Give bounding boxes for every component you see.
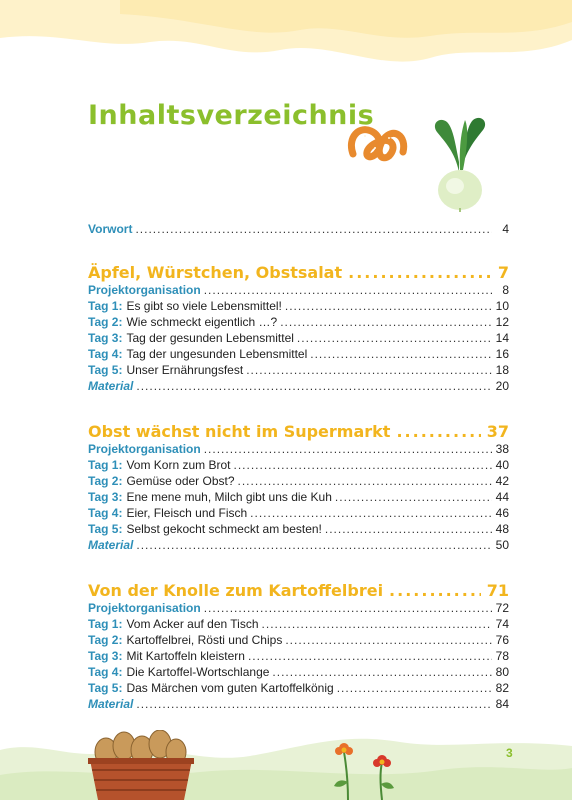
toc-leader-dots bbox=[285, 298, 492, 314]
section-page: 37 bbox=[486, 422, 509, 441]
toc-entry-label: Projektorganisation bbox=[88, 442, 201, 456]
toc-leader-dots bbox=[280, 314, 492, 330]
toc-entry[interactable] bbox=[88, 632, 509, 648]
toc-leader-dots bbox=[234, 457, 493, 473]
toc-entry-page: 18 bbox=[495, 363, 509, 377]
toc-entry[interactable] bbox=[88, 616, 509, 632]
toc-entry-label: Tag 5: bbox=[88, 363, 123, 377]
toc-entry-page: 84 bbox=[495, 697, 509, 711]
toc-leader-dots bbox=[135, 221, 492, 237]
toc-entry-text: Eier, Fleisch und Fisch bbox=[126, 506, 248, 520]
section-leader-dots bbox=[348, 263, 492, 282]
toc-entry-label: Tag 4: bbox=[88, 347, 123, 361]
toc-leader-dots bbox=[248, 648, 492, 664]
page-number: 3 bbox=[506, 746, 513, 760]
toc-entry-text: Gemüse oder Obst? bbox=[126, 474, 235, 488]
toc-entry-text: Tag der ungesunden Lebensmittel bbox=[126, 347, 308, 361]
toc-entry-text: Tag der gesunden Lebensmittel bbox=[126, 331, 294, 345]
toc-leader-dots bbox=[136, 696, 492, 712]
toc-entry-label: Vorwort bbox=[88, 222, 133, 236]
toc-leader-dots bbox=[335, 489, 492, 505]
toc-entry-label: Material bbox=[88, 538, 134, 552]
toc-entry-text: Kartoffelbrei, Rösti und Chips bbox=[126, 633, 283, 647]
toc-entry-label: Tag 2: bbox=[88, 474, 123, 488]
toc-entry-page: 44 bbox=[495, 490, 509, 504]
toc-entry-page: 4 bbox=[502, 222, 509, 236]
toc-entry-page: 20 bbox=[495, 379, 509, 393]
toc-entry-page: 48 bbox=[495, 522, 509, 536]
toc-leader-dots bbox=[204, 282, 492, 298]
toc-leader-dots bbox=[337, 680, 492, 696]
toc-entry[interactable] bbox=[88, 473, 509, 489]
toc-entry-page: 78 bbox=[495, 649, 509, 663]
toc-entry-page: 12 bbox=[495, 315, 509, 329]
toc-entry-label: Tag 5: bbox=[88, 681, 123, 695]
toc-leader-dots bbox=[262, 616, 492, 632]
flowers-icon bbox=[330, 738, 400, 800]
toc-leader-dots bbox=[204, 600, 492, 616]
toc-entry-label: Projektorganisation bbox=[88, 283, 201, 297]
toc-entry[interactable] bbox=[88, 696, 509, 712]
toc-entry-label: Tag 1: bbox=[88, 617, 123, 631]
toc-entry[interactable] bbox=[88, 298, 509, 314]
toc-entry[interactable] bbox=[88, 314, 509, 330]
toc-entry-page: 8 bbox=[502, 283, 509, 297]
toc-entry-page: 50 bbox=[495, 538, 509, 552]
toc-entry[interactable] bbox=[88, 648, 509, 664]
potato-basket-icon bbox=[84, 730, 198, 800]
toc-leader-dots bbox=[250, 505, 492, 521]
toc-entry-page: 38 bbox=[495, 442, 509, 456]
toc-entry-page: 42 bbox=[495, 474, 509, 488]
toc-leader-dots bbox=[238, 473, 492, 489]
toc-leader-dots bbox=[310, 346, 492, 362]
section-page: 71 bbox=[486, 581, 509, 600]
toc-leader-dots bbox=[246, 362, 492, 378]
toc-entry-label: Material bbox=[88, 379, 134, 393]
section-page: 7 bbox=[497, 263, 509, 282]
toc-entry-label: Tag 3: bbox=[88, 490, 123, 504]
toc-leader-dots bbox=[136, 537, 492, 553]
toc-entry-text: Das Märchen vom guten Kartoffelkönig bbox=[126, 681, 334, 695]
toc-entry-label: Tag 1: bbox=[88, 458, 123, 472]
toc-entry[interactable] bbox=[88, 505, 509, 521]
toc-entry-page: 16 bbox=[495, 347, 509, 361]
toc-entry[interactable] bbox=[88, 680, 509, 696]
toc-entry-text: Selbst gekocht schmeckt am besten! bbox=[126, 522, 322, 536]
toc-entry-label: Tag 1: bbox=[88, 299, 123, 313]
toc-entry[interactable] bbox=[88, 346, 509, 362]
toc-entry-label: Tag 4: bbox=[88, 665, 123, 679]
section-title: Obst wächst nicht im Supermarkt bbox=[88, 422, 391, 441]
section-title: Von der Knolle zum Kartoffelbrei bbox=[88, 581, 384, 600]
toc-entry-page: 74 bbox=[495, 617, 509, 631]
top-watercolor-wash bbox=[0, 0, 572, 80]
toc-entry-text: Ene mene muh, Milch gibt uns die Kuh bbox=[126, 490, 332, 504]
section-leader-dots bbox=[396, 422, 480, 441]
toc-entry[interactable] bbox=[88, 521, 509, 537]
toc-entry-page: 80 bbox=[495, 665, 509, 679]
toc-leader-dots bbox=[272, 664, 492, 680]
toc-entry-vorwort[interactable] bbox=[88, 221, 509, 237]
toc-entry-label: Projektorganisation bbox=[88, 601, 201, 615]
toc-entry-page: 46 bbox=[495, 506, 509, 520]
toc-entry[interactable] bbox=[88, 330, 509, 346]
toc-entry-label: Tag 5: bbox=[88, 522, 123, 536]
section-title: Äpfel, Würstchen, Obstsalat bbox=[88, 263, 343, 282]
toc-entry[interactable] bbox=[88, 489, 509, 505]
toc-entry-page: 14 bbox=[495, 331, 509, 345]
toc-entry[interactable] bbox=[88, 378, 509, 394]
toc-entry-page: 72 bbox=[495, 601, 509, 615]
toc-entry-text: Die Kartoffel-Wortschlange bbox=[126, 665, 270, 679]
toc-entry[interactable] bbox=[88, 457, 509, 473]
toc-entry[interactable] bbox=[88, 362, 509, 378]
toc-entry-text: Es gibt so viele Lebensmittel! bbox=[126, 299, 282, 313]
toc-leader-dots bbox=[136, 378, 492, 394]
toc-entry-text: Wie schmeckt eigentlich …? bbox=[126, 315, 278, 329]
pretzel-icon bbox=[345, 118, 411, 166]
toc-entry-page: 76 bbox=[495, 633, 509, 647]
section-leader-dots bbox=[389, 581, 481, 600]
toc-entry-page: 10 bbox=[495, 299, 509, 313]
toc-entry[interactable] bbox=[88, 441, 509, 457]
kohlrabi-icon bbox=[425, 112, 495, 212]
toc-entry[interactable] bbox=[88, 664, 509, 680]
toc-entry-label: Tag 2: bbox=[88, 633, 123, 647]
toc-entry-label: Tag 3: bbox=[88, 331, 123, 345]
toc-entry-label: Tag 4: bbox=[88, 506, 123, 520]
toc-entry-text: Vom Korn zum Brot bbox=[126, 458, 231, 472]
toc-entry-label: Tag 2: bbox=[88, 315, 123, 329]
toc-entry[interactable] bbox=[88, 537, 509, 553]
toc-entry-text: Vom Acker auf den Tisch bbox=[126, 617, 259, 631]
toc-entry-text: Unser Ernährungsfest bbox=[126, 363, 244, 377]
toc-entry[interactable] bbox=[88, 600, 509, 616]
toc-leader-dots bbox=[325, 521, 492, 537]
toc-leader-dots bbox=[297, 330, 492, 346]
page-title: Inhaltsverzeichnis bbox=[88, 100, 375, 131]
toc-entry-label: Tag 3: bbox=[88, 649, 123, 663]
toc-entry-page: 82 bbox=[495, 681, 509, 695]
toc-leader-dots bbox=[204, 441, 492, 457]
toc-entry-label: Material bbox=[88, 697, 134, 711]
toc-entry-text: Mit Kartoffeln kleistern bbox=[126, 649, 245, 663]
toc-entry[interactable] bbox=[88, 282, 509, 298]
toc-leader-dots bbox=[285, 632, 492, 648]
toc-entry-page: 40 bbox=[495, 458, 509, 472]
